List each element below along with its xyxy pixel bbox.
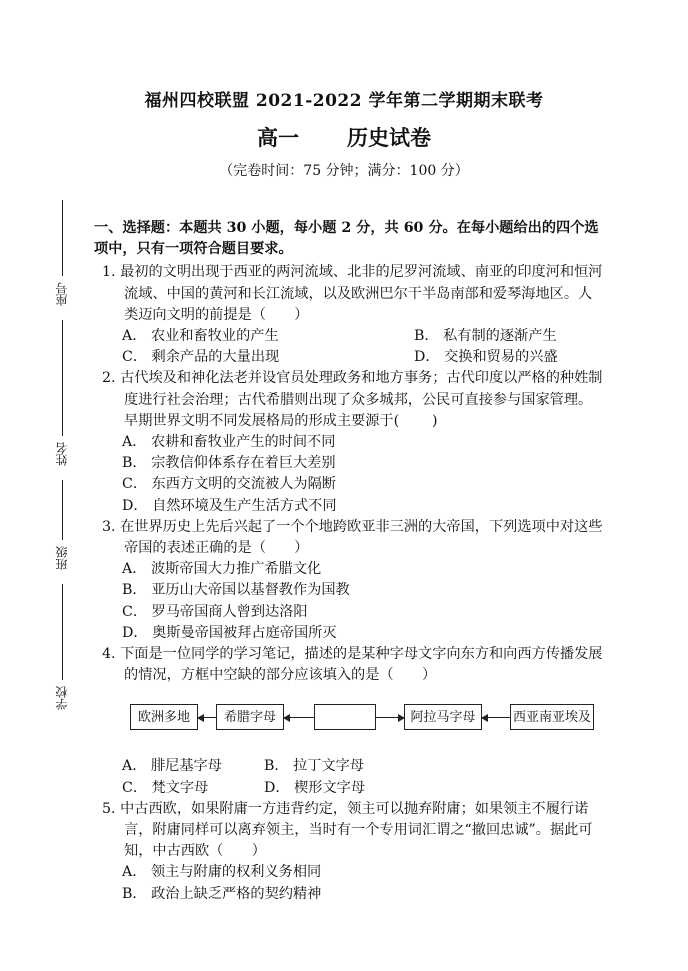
flow-arrow-left: [482, 717, 510, 718]
option-a: A． 波斯帝国大力推广希腊文化: [122, 561, 322, 578]
question-5: [94, 799, 606, 905]
option-d: D． 交换和贸易的兴盛: [414, 349, 558, 366]
option-b: B． 亚历山大帝国以基督教作为国教: [122, 582, 350, 599]
binding-label-class: 班级: [55, 546, 69, 570]
option-b: B． 拉丁文字母: [264, 758, 365, 775]
flow-box-west-asia: 西亚南亚埃及: [510, 704, 594, 730]
option-d: D． 自然环境及生产生活方式不同: [122, 497, 337, 514]
option-c: C． 罗马帝国商人曾到达洛阳: [122, 603, 308, 620]
question-text: 中古西欧，如果附庸一方违背约定，领主可以抛弃附庸；如果领主不履行诺言，附庸同样可以离弃领主，当时有一个专用词汇谓之“撤回忠诚”。据此可知，中古西欧（ ）: [120, 800, 593, 860]
option-a: A． 领主与附庸的权利义务相同: [122, 864, 322, 881]
flow-box-greek: 希腊字母: [216, 704, 284, 730]
question-4: [94, 644, 606, 799]
alphabet-flow-diagram: [130, 690, 606, 752]
exam-title: 福州四校联盟 2021-2022 学年第二学期期末联考: [144, 91, 544, 111]
section-heading: 一、选择题：本题共 30 小题，每小题 2 分，共 60 分。在每小题给出的四个选项中，只有一项符合题目要求。: [94, 220, 599, 258]
flow-box-europe: 欧洲多地: [130, 704, 198, 730]
option-a: A． 腓尼基字母: [122, 758, 222, 775]
question-1: [94, 262, 606, 368]
question-text: 古代埃及和神化法老并设官员处理政务和地方事务；古代印度以严格的种姓制度进行社会治理；古代希腊则出现了众多城邦，公民可直接参与国家管理。早期世界文明不同发展格局的形成主要源于( ): [120, 370, 603, 429]
flow-box-blank: [314, 704, 376, 730]
subject-label: 历史试卷: [347, 125, 431, 150]
option-c: C． 剩余产品的大量出现: [122, 349, 280, 366]
binding-label-name: 姓名: [55, 442, 69, 466]
question-number: 5.: [102, 800, 116, 817]
option-b: B． 宗教信仰体系存在着巨大差别: [122, 455, 336, 472]
question-number: 4.: [102, 646, 116, 663]
option-b: B． 私有制的逐渐产生: [414, 328, 557, 345]
exam-content: [94, 218, 606, 905]
question-text: 最初的文明出现于西亚的两河流域、北非的尼罗河流域、南亚的印度河和恒河流域、中国的黄河和长江流域，以及欧洲巴尔干半岛南部和爱琴海地区。人类迈向文明的前提是（ ）: [120, 264, 603, 323]
question-2: [94, 368, 606, 516]
question-text: 下面是一位同学的学习笔记，描述的是某种字母文字向东方和向西方传播发展的情况，方框中空缺的部分应该填入的是（ ）: [120, 646, 603, 684]
option-d: D． 楔形文字母: [264, 779, 366, 796]
question-number: 3.: [102, 518, 116, 535]
question-text: 在世界历史上先后兴起了一个个地跨欧亚非三洲的大帝国，下列选项中对这些帝国的表述正确的是（ ）: [120, 518, 603, 557]
exam-info: （完卷时间：75 分钟；满分：100 分）: [219, 163, 469, 179]
question-number: 2.: [102, 370, 116, 387]
question-number: 1.: [102, 264, 116, 281]
flow-arrow-right: [376, 717, 404, 718]
option-c: C． 东西方文明的交流被人为隔断: [122, 476, 336, 493]
exam-subtitle: [0, 122, 688, 152]
option-b: B． 政治上缺乏严格的契约精神: [122, 885, 322, 902]
question-3: [94, 517, 606, 644]
flow-arrow-left: [284, 717, 314, 718]
binding-line: [62, 200, 63, 276]
flow-box-aramaic: 阿拉马字母: [404, 704, 482, 730]
option-a: A． 农业和畜牧业的产生: [122, 328, 279, 345]
binding-label-seat: 座号: [55, 282, 69, 306]
option-c: C． 梵文字母: [122, 779, 209, 796]
binding-line: [62, 584, 63, 680]
binding-line: [62, 480, 63, 540]
flow-arrow-left: [198, 717, 216, 718]
binding-line: [62, 320, 63, 436]
option-a: A． 农耕和畜牧业产生的时间不同: [122, 434, 336, 451]
grade-label: 高一: [257, 125, 299, 150]
option-d: D． 奥斯曼帝国被拜占庭帝国所灭: [122, 624, 337, 641]
binding-label-school: 学校: [55, 686, 69, 710]
